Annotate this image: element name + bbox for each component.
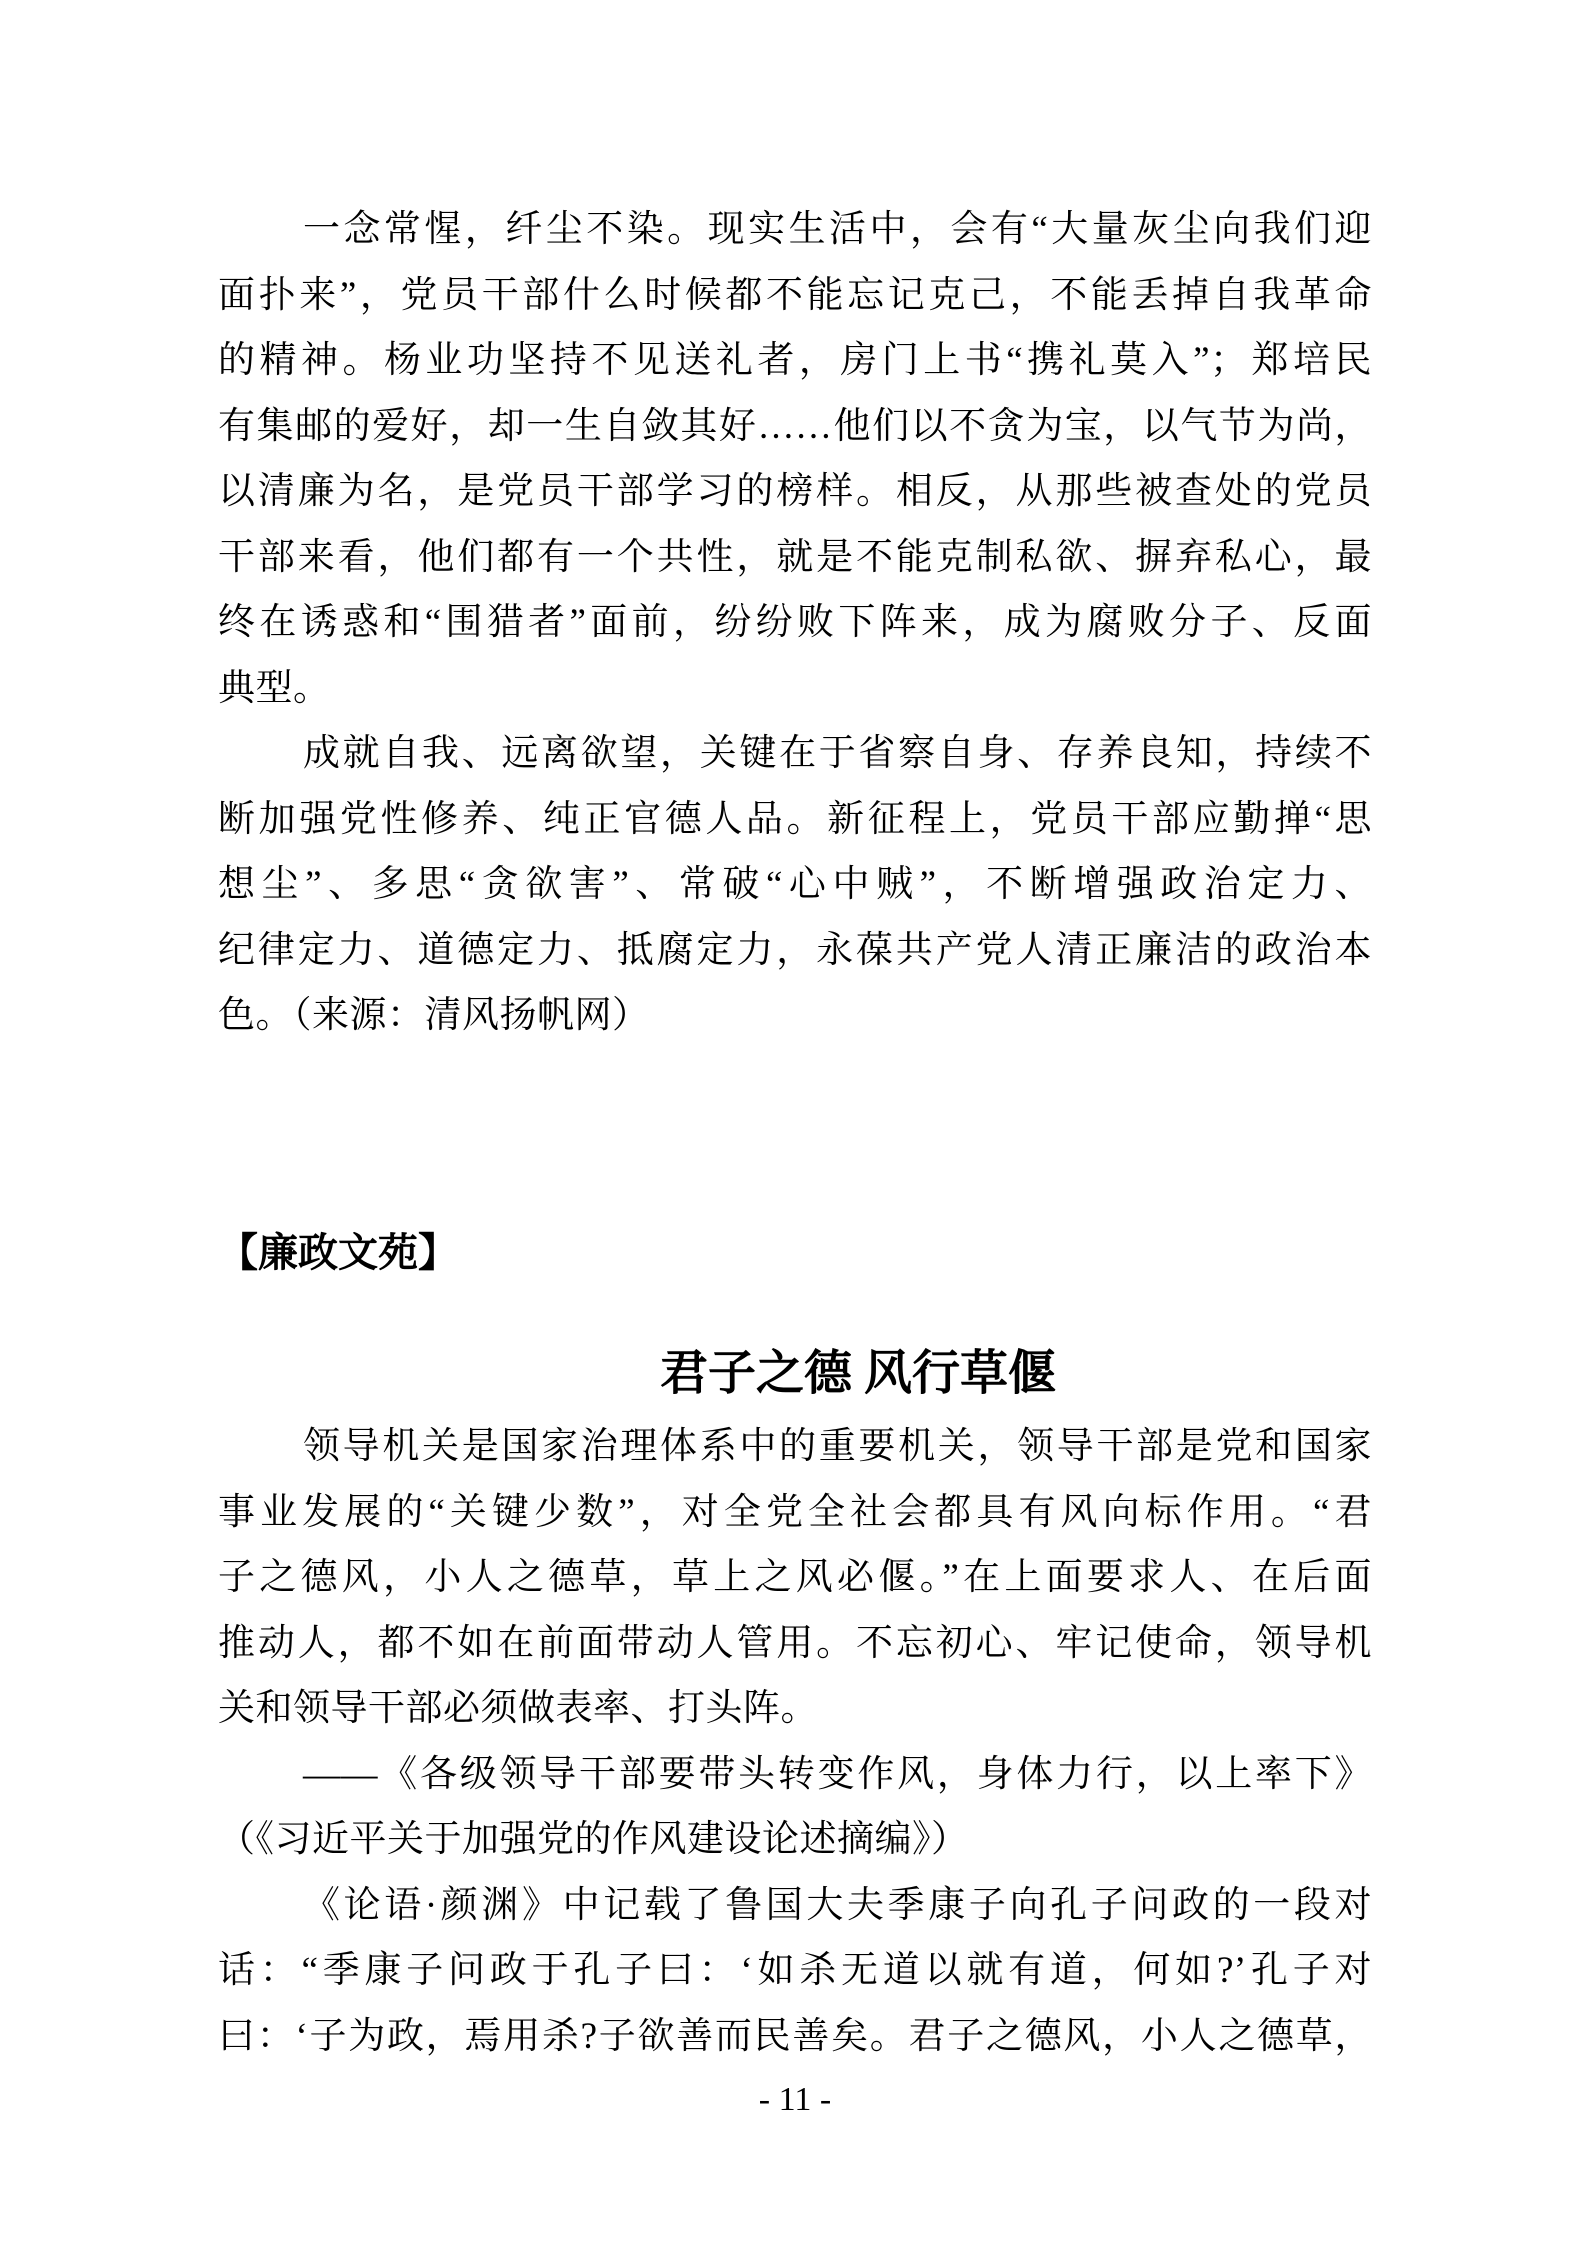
text-line: 领导机关是国家治理体系中的重要机关，领导干部是党和国家 — [303, 1426, 1372, 1467]
text-line: 《论语·颜渊》中记载了鲁国大夫季康子向孔子问政的一段对 — [303, 1884, 1372, 1926]
page-number: - 11 - — [758, 2081, 832, 2118]
text-line: 推动人，都不如在前面带动人管用。不忘初心、牢记使命，领导机 — [218, 1622, 1372, 1664]
text-line: 的精神。杨业功坚持不见送礼者，房门上书“携礼莫入”；郑培民 — [218, 340, 1372, 381]
article-title: 君子之德 风行草偃 — [659, 1347, 1056, 1400]
section-header: 【廉政文苑】 — [218, 1229, 458, 1275]
text-line: 色。（来源：清风扬帆网） — [218, 995, 650, 1036]
text-line: 曰：‘子为政，焉用杀?子欲善而民善矣。君子之德风，小人之德草， — [218, 2015, 1372, 2057]
text-line: 以清廉为名，是党员干部学习的榜样。相反，从那些被查处的党员 — [218, 471, 1372, 512]
text-line: 典型。 — [218, 667, 331, 709]
text-line: 子之德风，小人之德草，草上之风必偃。”在上面要求人、在后面 — [218, 1557, 1372, 1598]
section-spacer — [218, 1049, 1372, 1220]
text-line: 纪律定力、道德定力、抵腐定力，永葆共产党人清正廉洁的政治本 — [218, 929, 1372, 971]
text-line: 有集邮的爱好，却一生自敛其好……他们以不贪为宝，以气节为尚， — [218, 405, 1372, 447]
text-line: 事业发展的“关键少数”，对全党全社会都具有风向标作用。“君 — [218, 1491, 1372, 1533]
article-body-top — [218, 197, 1372, 1049]
document-content — [218, 0, 1372, 2131]
text-line: 话：“季康子问政于孔子曰：‘如杀无道以就有道，何如?’孔子对 — [218, 1950, 1372, 1991]
text-line: 关和领导干部必须做表率、打头阵。 — [218, 1688, 818, 1729]
text-line: 终在诱惑和“围猎者”面前，纷纷败下阵来，成为腐败分子、反面 — [218, 602, 1372, 643]
text-line: 断加强党性修养、纯正官德人品。新征程上，党员干部应勤掸“思 — [218, 798, 1372, 840]
text-line: ——《各级领导干部要带头转变作风，身体力行，以上率下》 — [303, 1753, 1372, 1795]
text-line: 干部来看，他们都有一个共性，就是不能克制私欲、摒弃私心，最 — [218, 536, 1372, 578]
text-line: 面扑来”，党员干部什么时候都不能忘记克己，不能丢掉自我革命 — [218, 274, 1372, 316]
article-body-bottom — [218, 1414, 1372, 2069]
text-line: 想尘”、多思“贪欲害”、常破“心中贼”，不断增强政治定力、 — [218, 864, 1372, 905]
text-line: 成就自我、远离欲望，关键在于省察自身、存养良知，持续不 — [303, 733, 1372, 774]
text-line: （《习近平关于加强党的作风建设论述摘编》） — [218, 1819, 969, 1860]
text-line: 一念常惺，纤尘不染。现实生活中，会有“大量灰尘向我们迎 — [303, 209, 1372, 250]
title-spacer — [218, 1285, 1372, 1338]
